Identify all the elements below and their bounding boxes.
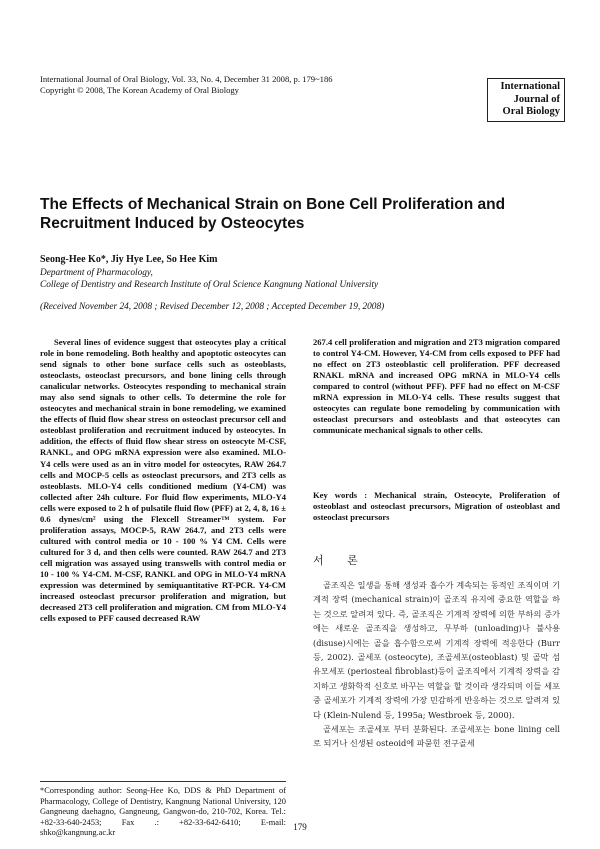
footnote-divider [40, 781, 286, 782]
article-title: The Effects of Mechanical Strain on Bone Cell Proliferation and Recruitment Induced by Osteocytes [40, 196, 506, 232]
journal-box-line-3: Oral Biology [502, 106, 560, 117]
received-dates: (Received November 24, 2008 ; Revised December 12, 2008 ; Accepted December 19, 2008) [40, 302, 385, 312]
section-heading-introduction: 서 론 [313, 554, 368, 567]
running-header [40, 74, 420, 96]
copyright-line: Copyright © 2008, The Korean Academy of Oral Biology [40, 85, 239, 95]
affiliation [40, 268, 560, 291]
introduction-body [313, 578, 560, 751]
author-list: Seong-Hee Ko*, Jiy Hye Lee, So Hee Kim [40, 254, 218, 265]
corresponding-author-footnote: *Corresponding author: Seong-Hee Ko, DDS & PhD Department of Pharmacology, College of Dentistry, Kangnung National University, 120 Gangneung daehagno, Gangneung, Gangwon-do, 210-702, Korea. Tel.: +82-33-640-2453; Fax .: +82-33-642-6410; E-mail: shko@kangnung.ac.kr [40, 786, 286, 838]
affiliation-institution: College of Dentistry and Research Institute of Oral Science Kangnung National University [40, 279, 379, 290]
citation-line: International Journal of Oral Biology, Vol. 33, No. 4, December 31 2008, p. 179~186 [40, 74, 333, 84]
intro-paragraph-2: 골세포는 조골세포 부터 분화된다. 조골세포는 bone lining cell로 되거나 신생된 osteoid에 파묻힌 전구골세 [313, 724, 560, 749]
affiliation-department: Department of Pharmacology, [40, 268, 153, 278]
intro-paragraph-1: 골조직은 일생을 통해 생성과 흡수가 계속되는 동적인 조직이며 기계적 장력 (mechanical strain)이 골조직 유지에 중요한 역할을 하는 것으로 알려져 있다. 즉, 골조직은 기계적 장력에 의한 부하의 증가에는 새로운 골조직을 생성하고, 무부하 (unloading)나 불사용 (disuse)시에는 골을 흡수함으로써 기계적 장력에 적응한다 (Burr 등, 2002). 골세포 (osteocyte), 조골세포(osteoblast) 및 골막 섬유모세포 (periosteal fibroblast)등이 골조직에서 기계적 장력을 감지하고 생화학적 신호로 바꾸는 역할을 할 것이라 생각되며 이들 세포 중 골세포가 기계적 장력에 가장 민감하게 반응하는 것으로 알려져 있다 (Klein-Nulend 등, 1995a; Westbroek 등, 2000). [313, 580, 560, 720]
page-number: 179 [293, 822, 307, 832]
keywords: Key words : Mechanical strain, Osteocyte, Proliferation of osteoblast and osteoclast precursors, Migration of osteoblast and osteoclast precursors [313, 490, 560, 523]
journal-box-line-2: Journal of [513, 93, 560, 105]
abstract-column-left: Several lines of evidence suggest that osteocytes play a critical role in bone remodeling. Both healthy and apoptotic osteocytes can send signals to other bone surface cells such as osteoblasts, osteoclasts, osteoclast precursors, and bone lining cells through canalicular networks. Osteocytes responding to mechanical strain may also send signals to other cells. To determine the role for osteocytes and mechanical strain in bone remodeling, we examined the effects of fluid flow shear stress on osteoclast precursor cell and osteoblast proliferation and recruitment induced by osteocytes. In addition, the effects of fluid flow shear stress on osteocyte M-CSF, RANKL, and OPG mRNA expression were also examined. MLO-Y4 cells were used as an in vitro model for osteocytes, RAW 264.7 cells and MOCP-5 cells as osteoclast precursors, and 2T3 cells as osteoblasts. MLO-Y4 cells conditioned medium (Y4-CM) was collected after 24h culture. For fluid flow experiments, MLO-Y4 cells were exposed to 2 h of pulsatile fluid flow (PFF) at 2, 4, 8, 16 ± 0.6 dynes/cm² using the Flexcell Streamer™ system. For proliferation assays, MOCP-5, RAW 264.7, and 2T3 cells were cultured with control media or 10 - 100 % Y4 CM. Cells were cultured for 3 d, and then cells were counted. RAW 264.7 and 2T3 cell migration was assayed using transwells with control media or 10 - 100 % Y4-CM. M-CSF, RANKL and OPG in MLO-Y4 mRNA expression was determined by semiquantitative RT-PCR. Y4-CM increased osteoclast precursor proliferation and migration, but decreased 2T3 cell proliferation and migration. CM from MLO-Y4 cells exposed to PFF caused decreased RAW [40, 337, 286, 624]
journal-box-line-1: International [500, 81, 560, 92]
abstract-column-right: 267.4 cell proliferation and migration and 2T3 migration compared to control Y4-CM. However, Y4-CM from cells exposed to PFF had no effect on 2T3 osteoblastic cell proliferation. PFF decreased RNAKL mRNA and increased OPG mRNA in MLO-Y4 cells compared to control (without PFF). PFF had no effect on M-CSF mRNA expression in MLO-Y4 cells. These results suggest that osteocytes can regulate bone remodeling by communication with osteoclast precursors and osteoblasts and that osteocytes can communicate mechanical signals to other cells. [313, 337, 560, 436]
journal-logo-box [487, 78, 565, 122]
